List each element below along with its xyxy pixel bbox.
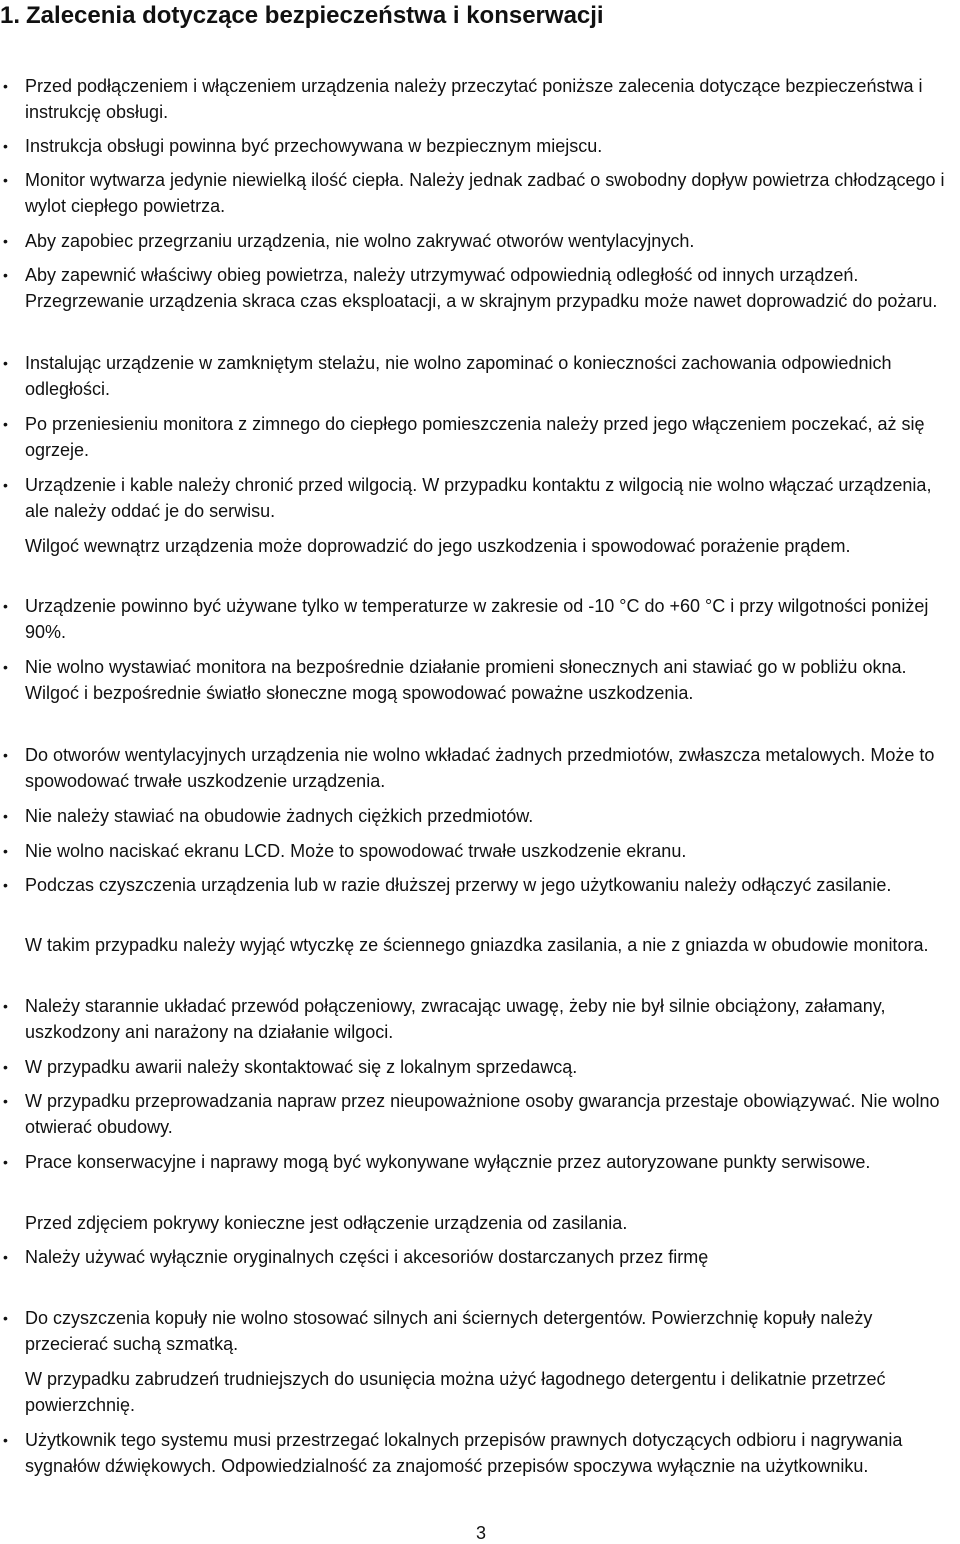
section-number: 1. bbox=[0, 2, 21, 29]
safety-item: • Nie wolno wystawiać monitora na bezpośrednie działanie promieni słonecznych ani stawiać go w pobliżu okna. Wilgoć i bezpośrednie światło słoneczne mogą spowodować poważne uszkodzenia. bbox=[25, 654, 960, 706]
safety-item: • Monitor wytwarza jedynie niewielką ilość ciepła. Należy jednak zadbać o swobodny dopływ powietrza chłodzącego i wylot ciepłego powietrza. bbox=[25, 167, 960, 219]
section-title-text: Zalecenia dotyczące bezpieczeństwa i konserwacji bbox=[26, 2, 604, 29]
safety-item: • Należy starannie układać przewód połączeniowy, zwracając uwagę, żeby nie był silnie obciążony, załamany, uszkodzony ani narażony na działanie wilgoci. bbox=[25, 993, 960, 1045]
section-title bbox=[0, 1, 604, 31]
safety-item: • Do otworów wentylacyjnych urządzenia nie wolno wkładać żadnych przedmiotów, zwłaszcza metalowych. Może to spowodować trwałe uszkodzenie urządzenia. bbox=[25, 742, 960, 794]
page-number: 3 bbox=[476, 1523, 487, 1543]
safety-item: • W przypadku awarii należy skontaktować się z lokalnym sprzedawcą. bbox=[25, 1054, 960, 1080]
safety-item: • Należy używać wyłącznie oryginalnych części i akcesoriów dostarczanych przez firmę bbox=[25, 1244, 960, 1270]
maintenance-item: • Do czyszczenia kopuły nie wolno stosować silnych ani ściernych detergentów. Powierzchnię kopuły należy przecierać suchą szmatką. bbox=[25, 1305, 960, 1357]
safety-item: • Po przeniesieniu monitora z zimnego do ciepłego pomieszczenia należy przed jego włączeniem poczekać, aż się ogrzeje. bbox=[25, 411, 960, 463]
safety-item: • W przypadku przeprowadzania napraw przez nieupoważnione osoby gwarancja przestaje obowiązywać. Nie wolno otwierać obudowy. bbox=[25, 1088, 960, 1140]
safety-item: • Podczas czyszczenia urządzenia lub w razie dłuższej przerwy w jego użytkowaniu należy odłączyć zasilanie. bbox=[25, 872, 960, 898]
safety-item: • Urządzenie powinno być używane tylko w temperaturze w zakresie od -10 °C do +60 °C i przy wilgotności poniżej 90%. bbox=[25, 593, 960, 645]
safety-item: • Urządzenie i kable należy chronić przed wilgocią. W przypadku kontaktu z wilgocią nie wolno włączać urządzenia, ale należy oddać je do serwisu. bbox=[25, 472, 960, 524]
safety-item: • Aby zapewnić właściwy obieg powietrza, należy utrzymywać odpowiednią odległość od innych urządzeń. Przegrzewanie urządzenia skraca czas eksploatacji, a w skrajnym przypadku może nawet doprowadzić do pożaru. bbox=[25, 262, 960, 314]
safety-item: • Aby zapobiec przegrzaniu urządzenia, nie wolno zakrywać otworów wentylacyjnych. bbox=[25, 228, 960, 254]
safety-note: W takim przypadku należy wyjąć wtyczkę ze ściennego gniazdka zasilania, a nie z gniazda w obudowie monitora. bbox=[25, 935, 929, 955]
safety-item: • Instrukcja obsługi powinna być przechowywana w bezpiecznym miejscu. bbox=[25, 133, 960, 159]
legal-item: • Użytkownik tego systemu musi przestrzegać lokalnych przepisów prawnych dotyczących odbioru i nagrywania sygnałów dźwiękowych. Odpowiedzialność za znajomość przepisów spoczywa wyłącznie na użytkowniku. bbox=[25, 1427, 960, 1479]
maintenance-note: W przypadku zabrudzeń trudniejszych do usunięcia można użyć łagodnego detergentu i delikatnie przetrzeć powierzchnię. bbox=[25, 1369, 886, 1415]
safety-note: Przed zdjęciem pokrywy konieczne jest odłączenie urządzenia od zasilania. bbox=[25, 1213, 628, 1233]
safety-item: • Prace konserwacyjne i naprawy mogą być wykonywane wyłącznie przez autoryzowane punkty serwisowe. bbox=[25, 1149, 960, 1175]
safety-item: • Instalując urządzenie w zamkniętym stelażu, nie wolno zapominać o konieczności zachowania odpowiednich odległości. bbox=[25, 350, 960, 402]
safety-item: • Nie wolno naciskać ekranu LCD. Może to spowodować trwałe uszkodzenie ekranu. bbox=[25, 838, 960, 864]
safety-item: • Przed podłączeniem i włączeniem urządzenia należy przeczytać poniższe zalecenia dotyczące bezpieczeństwa i instrukcję obsługi. bbox=[25, 73, 960, 125]
safety-item: • Nie należy stawiać na obudowie żadnych ciężkich przedmiotów. bbox=[25, 803, 960, 829]
safety-note: Wilgoć wewnątrz urządzenia może doprowadzić do jego uszkodzenia i spowodować porażenie prądem. bbox=[25, 536, 851, 556]
